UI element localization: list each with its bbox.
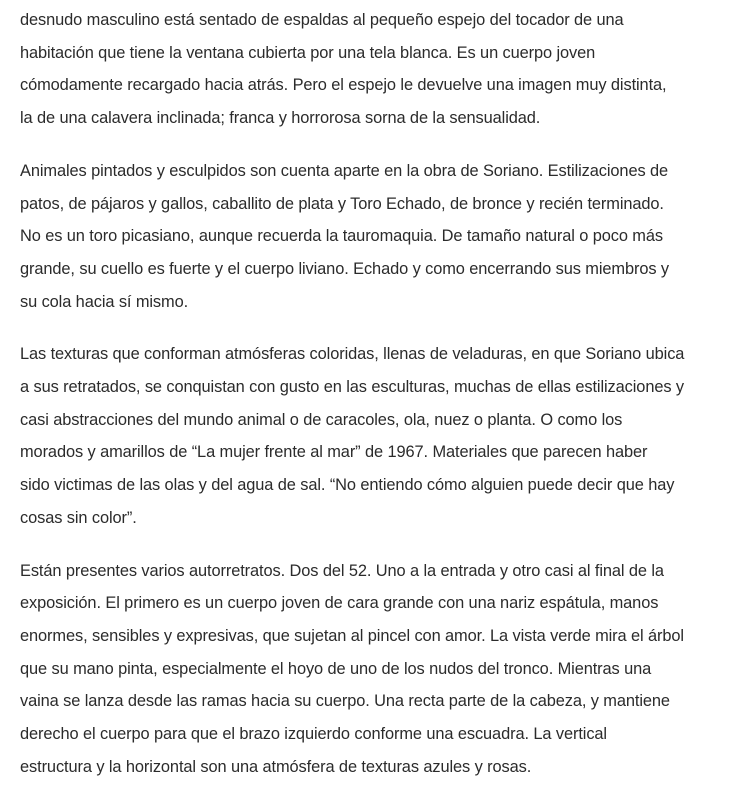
text-line: estructura y la horizontal son una atmósfera de texturas azules y rosas.: [20, 757, 532, 776]
text-line: cosas sin color”.: [20, 508, 137, 527]
text-line: sido victimas de las olas y del agua de sal. “No entiendo cómo alguien puede decir que hay: [20, 476, 675, 495]
paragraph-self-portraits: [20, 555, 710, 784]
text-line: a sus retratados, se conquistan con gusto en las esculturas, muchas de ellas estilizaciones y: [20, 378, 684, 397]
paragraph-textures: [20, 338, 710, 534]
text-line: exposición. El primero es un cuerpo joven de cara grande con una nariz espátula, manos: [20, 594, 659, 613]
text-line: vaina se lanza desde las ramas hacia su cuerpo. Una recta parte de la cabeza, y mantiene: [20, 692, 670, 711]
text-line: casi abstracciones del mundo animal o de caracoles, ola, nuez o planta. O como los: [20, 410, 623, 429]
text-line: desnudo masculino está sentado de espaldas al pequeño espejo del tocador de una: [20, 11, 624, 29]
text-line: patos, de pájaros y gallos, caballito de plata y Toro Echado, de bronce y recién terminado.: [20, 194, 664, 213]
text-line: No es un toro picasiano, aunque recuerda la tauromaquia. De tamaño natural o poco más: [20, 227, 663, 246]
text-line: morados y amarillos de “La mujer frente al mar” de 1967. Materiales que parecen haber: [20, 443, 648, 462]
text-line: grande, su cuello es fuerte y el cuerpo liviano. Echado y como encerrando sus miembros y: [20, 259, 669, 278]
text-line: enormes, sensibles y expresivas, que sujetan al pincel con amor. La vista verde mira el árbol: [20, 626, 684, 645]
text-line: derecho el cuerpo para que el brazo izquierdo conforme una escuadra. La vertical: [20, 725, 607, 744]
text-line: Las texturas que conforman atmósferas coloridas, llenas de veladuras, en que Soriano ubica: [20, 345, 685, 364]
paragraph-animals: [20, 155, 710, 319]
text-line: la de una calavera inclinada; franca y horrorosa sorna de la sensualidad.: [20, 109, 541, 128]
paragraph-mirror-nude: [20, 4, 710, 135]
text-line: Están presentes varios autorretratos. Dos del 52. Uno a la entrada y otro casi al final de la: [20, 561, 664, 580]
text-line: su cola hacia sí mismo.: [20, 292, 189, 311]
article-body: [20, 4, 710, 803]
text-line: habitación que tiene la ventana cubierta por una tela blanca. Es un cuerpo joven: [20, 43, 596, 62]
text-line: que su mano pinta, especialmente el hoyo de uno de los nudos del tronco. Mientras una: [20, 659, 652, 678]
text-line: cómodamente recargado hacia atrás. Pero el espejo le devuelve una imagen muy distinta,: [20, 76, 667, 95]
text-line: Animales pintados y esculpidos son cuenta aparte en la obra de Soriano. Estilizaciones de: [20, 161, 669, 180]
